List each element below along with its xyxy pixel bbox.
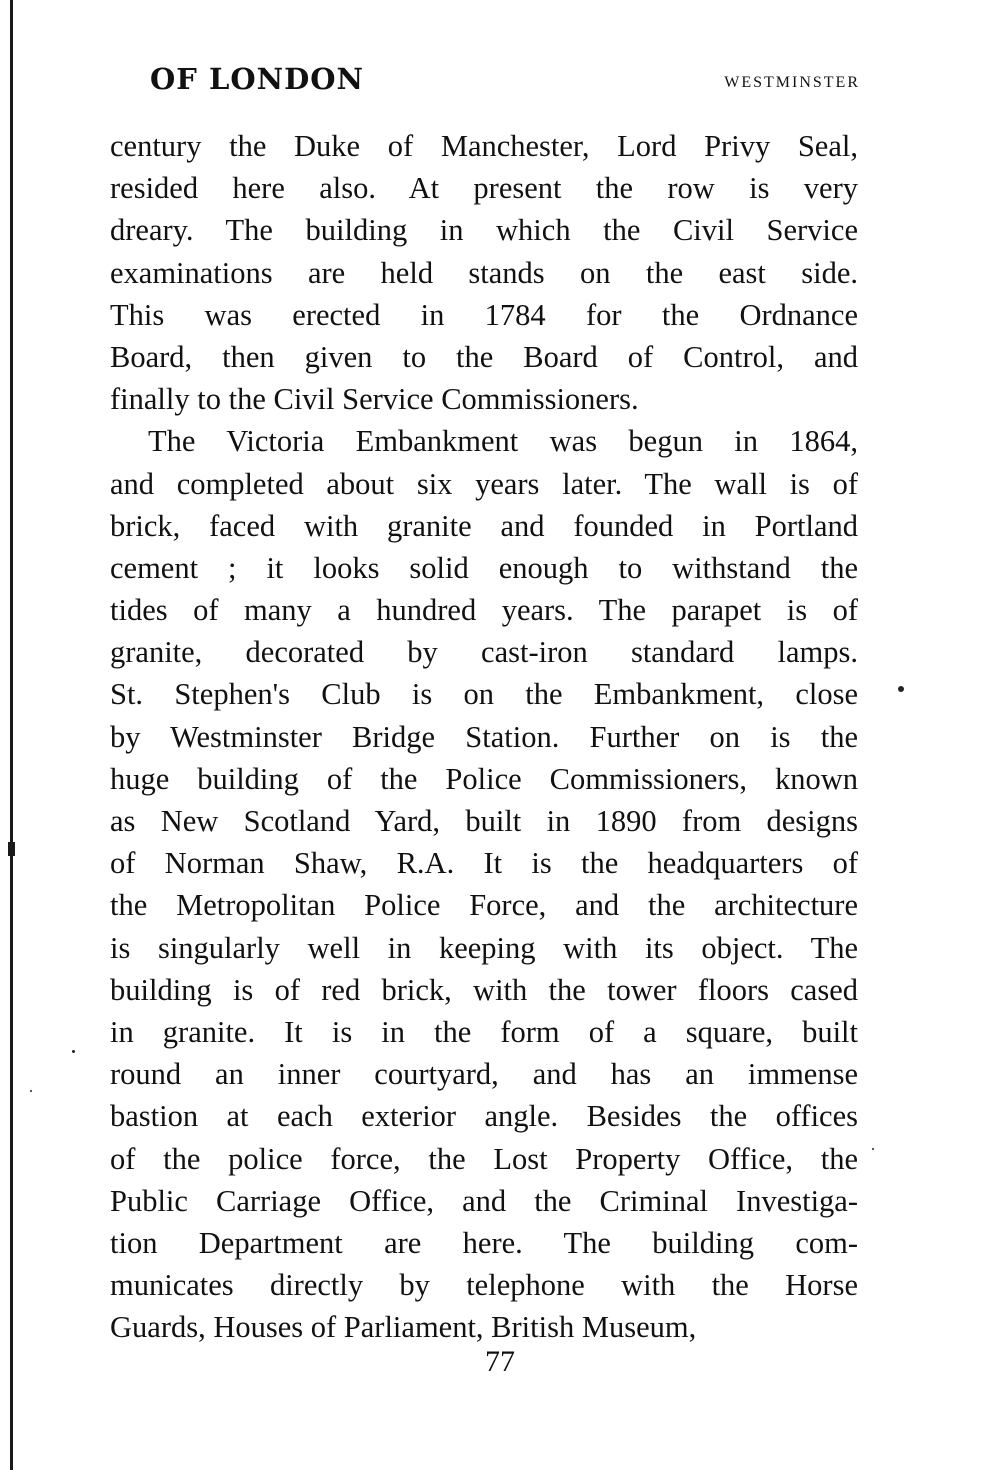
text-line: cement ; it looks solid enough to withstand the [110,550,858,585]
text-line: Board, then given to the Board of Control, and [110,339,858,374]
text-line: bastion at each exterior angle. Besides the offices [110,1099,858,1134]
text-line: tion Department are here. The building com- [110,1225,858,1260]
text-line: in granite. It is in the form of a square, built [110,1014,858,1049]
binding-mark [8,842,15,856]
running-head-title: OF LONDON [150,62,365,96]
paragraph [110,420,858,1348]
page-number: 77 [485,1345,515,1378]
text-line: century the Duke of Manchester, Lord Privy Seal, [110,129,858,163]
text-line: brick, faced with granite and founded in Portland [110,508,858,543]
print-speck [72,1050,75,1053]
text-line: as New Scotland Yard, built in 1890 from designs [110,804,858,838]
text-line: Public Carriage Office, and the Criminal Investiga- [110,1183,858,1218]
text-line: by Westminster Bridge Station. Further on is the [110,719,858,754]
text-line: St. Stephen's Club is on the Embankment, close [110,677,858,712]
text-line: granite, decorated by cast-iron standard lamps. [110,635,858,670]
body-text [110,125,858,1348]
text-line: finally to the Civil Service Commissioners. [110,382,639,417]
print-speck [30,1090,32,1092]
text-line: Guards, Houses of Parliament, British Museum, [110,1310,697,1345]
text-line: municates directly by telephone with the Horse [110,1268,858,1303]
page-edge-rule [10,0,13,1470]
text-line: building is of red brick, with the tower floors cased [110,972,858,1007]
text-line: resided here also. At present the row is very [110,171,858,206]
text-line: is singularly well in keeping with its object. The [110,930,858,965]
text-line: of the police force, the Lost Property Office, the [110,1141,858,1176]
text-line: round an inner courtyard, and has an immense [110,1057,858,1092]
text-line: examinations are held stands on the east side. [110,255,858,290]
paragraph [110,125,858,420]
text-line: dreary. The building in which the Civil Service [110,213,858,248]
text-line: of Norman Shaw, R.A. It is the headquarters of [110,846,858,881]
running-head-section: WESTMINSTER [724,74,860,91]
text-line: and completed about six years later. The wall is of [110,466,858,501]
text-line: the Metropolitan Police Force, and the architecture [110,888,858,923]
print-speck [872,1148,874,1150]
text-line: tides of many a hundred years. The parapet is of [110,593,858,628]
text-line: huge building of the Police Commissioners, known [110,761,858,796]
text-line: This was erected in 1784 for the Ordnance [110,297,858,332]
running-head [150,58,860,102]
print-speck [898,686,904,692]
text-line: The Victoria Embankment was begun in 1864, [148,424,858,459]
